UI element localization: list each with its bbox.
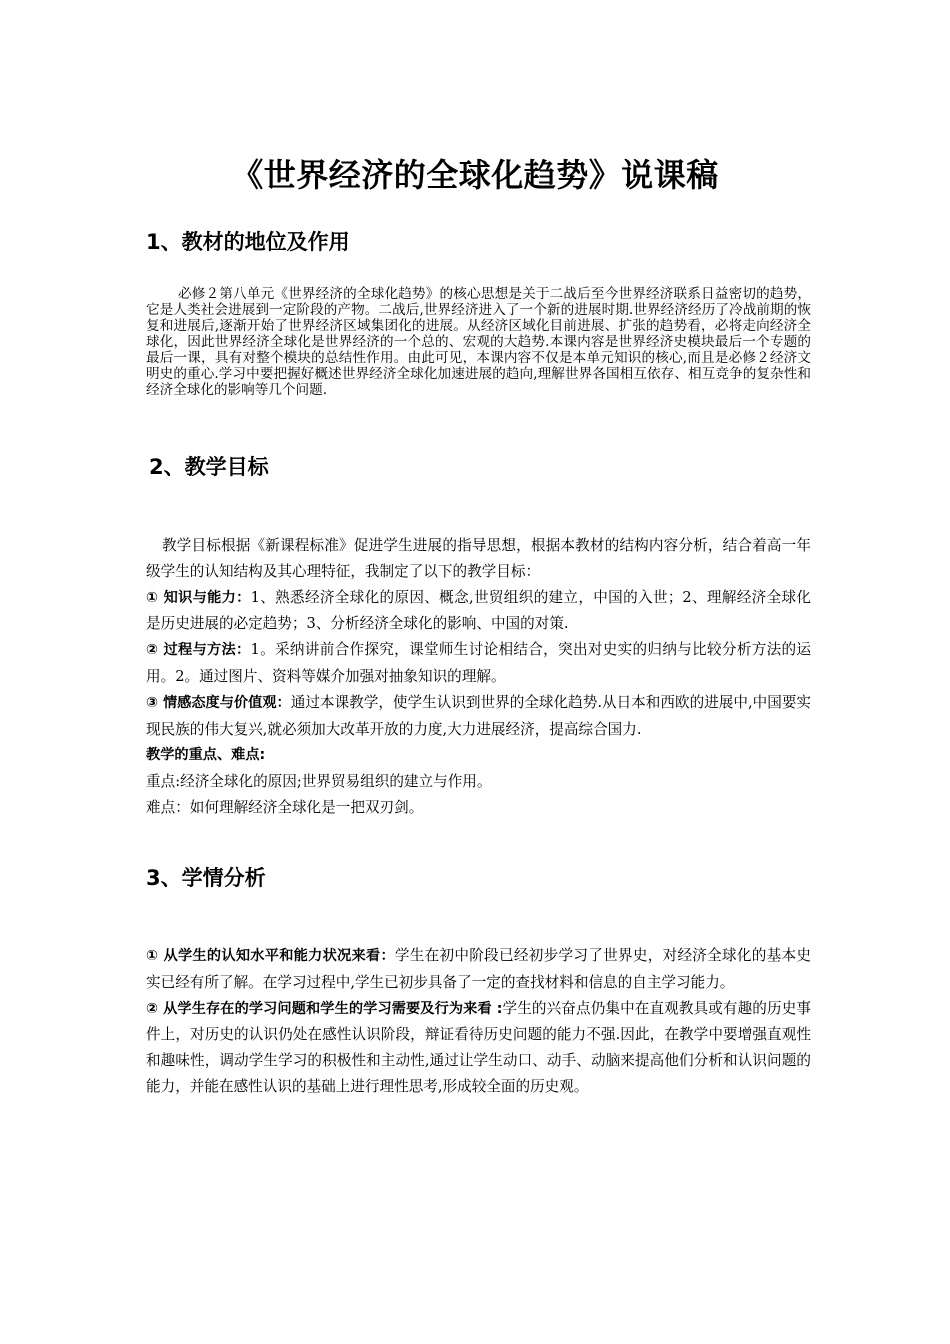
goal-knowledge-ability <box>146 585 811 638</box>
section-heading-textbook-role: 1、教材的地位及作用 <box>146 230 350 254</box>
section-heading-teaching-goals: 2、教学目标 <box>149 455 269 479</box>
section-paragraph-textbook-role: 必修２第八单元《世界经济的全球化趋势》的核心思想是关于二战后至今世界经济联系日益密切的趋势，它是人类社会进展到一定阶段的产物。二战后,世界经济进入了一个新的进展时期.世界经济经历了冷战前期的恢复和进展后,逐渐开始了世界经济区域集团化的进展。从经济区域化目前进展、扩张的趋势看，必将走向经济全球化，因此世界经济全球化是世界经济的一个总的、宏观的大趋势.本课内容是世界经济史模块最后一个专题的最后一课，具有对整个模块的总结性作用。由此可见，本课内容不仅是本单元知识的核心,而且是必修２经济文明史的重心.学习中要把握好概述世界经济全球化加速进展的趋向,理解世界各国相互依存、相互竞争的复杂性和经济全球化的影响等几个问题. <box>146 286 811 398</box>
goals-intro-paragraph: 教学目标根据《新课程标准》促进学生进展的指导思想，根据本教材的结构内容分析，结合着高一年级学生的认知结构及其心理特征，我制定了以下的教学目标： <box>146 537 811 580</box>
document-title: 《世界经济的全球化趋势》说课稿 <box>231 156 719 194</box>
difficult-point-line: 难点：如何理解经济全球化是一把双刃剑。 <box>146 798 424 816</box>
key-difficult-label: 教学的重点、难点: <box>146 747 266 764</box>
analysis-item-cognitive-level <box>146 943 811 996</box>
goal-process-method-text: 1。采纳讲前合作探究，课堂师生讨论相结合，突出对史实的归纳与比较分析方法的运用。2。通过图片、资料等媒介加强对抽象知识的理解。 <box>146 641 812 685</box>
section-body-teaching-goals <box>146 533 811 821</box>
analysis-item-cognitive-level-text: 学生在初中阶段已经初步学习了世界史，对经济全球化的基本史实已经有所了解。在学习过程中,学生已初步具备了一定的查找材料和信息的自主学习能力。 <box>146 947 811 991</box>
section-body-student-analysis <box>146 943 811 1100</box>
goal-emotion-values-label: ③ 情感态度与价值观： <box>146 694 291 711</box>
analysis-item-learning-problems-text: 学生的兴奋点仍集中在直观教具或有趣的历史事件上，对历史的认识仍处在感性认识阶段，辩证看待历史问题的能力不强.因此，在教学中要增强直观性和趣味性，调动学生学习的积极性和主动性,通过让学生动口、动手、动脑来提高他们分析和认识问题的能力，并能在感性认识的基础上进行理性思考,形成较全面的历史观。 <box>146 999 811 1095</box>
analysis-item-learning-problems <box>146 996 811 1100</box>
goal-knowledge-ability-label: ① 知识与能力： <box>146 589 251 606</box>
goal-emotion-values <box>146 690 811 743</box>
analysis-item-learning-problems-label: ② 从学生存在的学习问题和学生的学习需要及行为来看 : <box>146 1000 503 1017</box>
goal-process-method <box>146 637 811 690</box>
section-heading-student-analysis: 3、学情分析 <box>146 866 266 890</box>
key-difficult-label-line <box>146 742 811 769</box>
goal-emotion-values-text: 通过本课教学，使学生认识到世界的全球化趋势.从日本和西欧的进展中,中国要实现民族的伟大复兴,就必须加大改革开放的力度,大力进展经济，提高综合国力. <box>146 693 812 738</box>
goal-process-method-label: ② 过程与方法： <box>146 642 251 659</box>
key-point-line: 重点:经济全球化的原因;世界贸易组织的建立与作用。 <box>146 773 492 791</box>
goal-knowledge-ability-text: 1、熟悉经济全球化的原因、概念,世贸组织的建立，中国的入世；2、理解经济全球化是历史进展的必定趋势；3、分析经济全球化的影响、中国的对策. <box>146 588 811 633</box>
analysis-item-cognitive-level-label: ① 从学生的认知水平和能力状况来看： <box>146 948 395 964</box>
